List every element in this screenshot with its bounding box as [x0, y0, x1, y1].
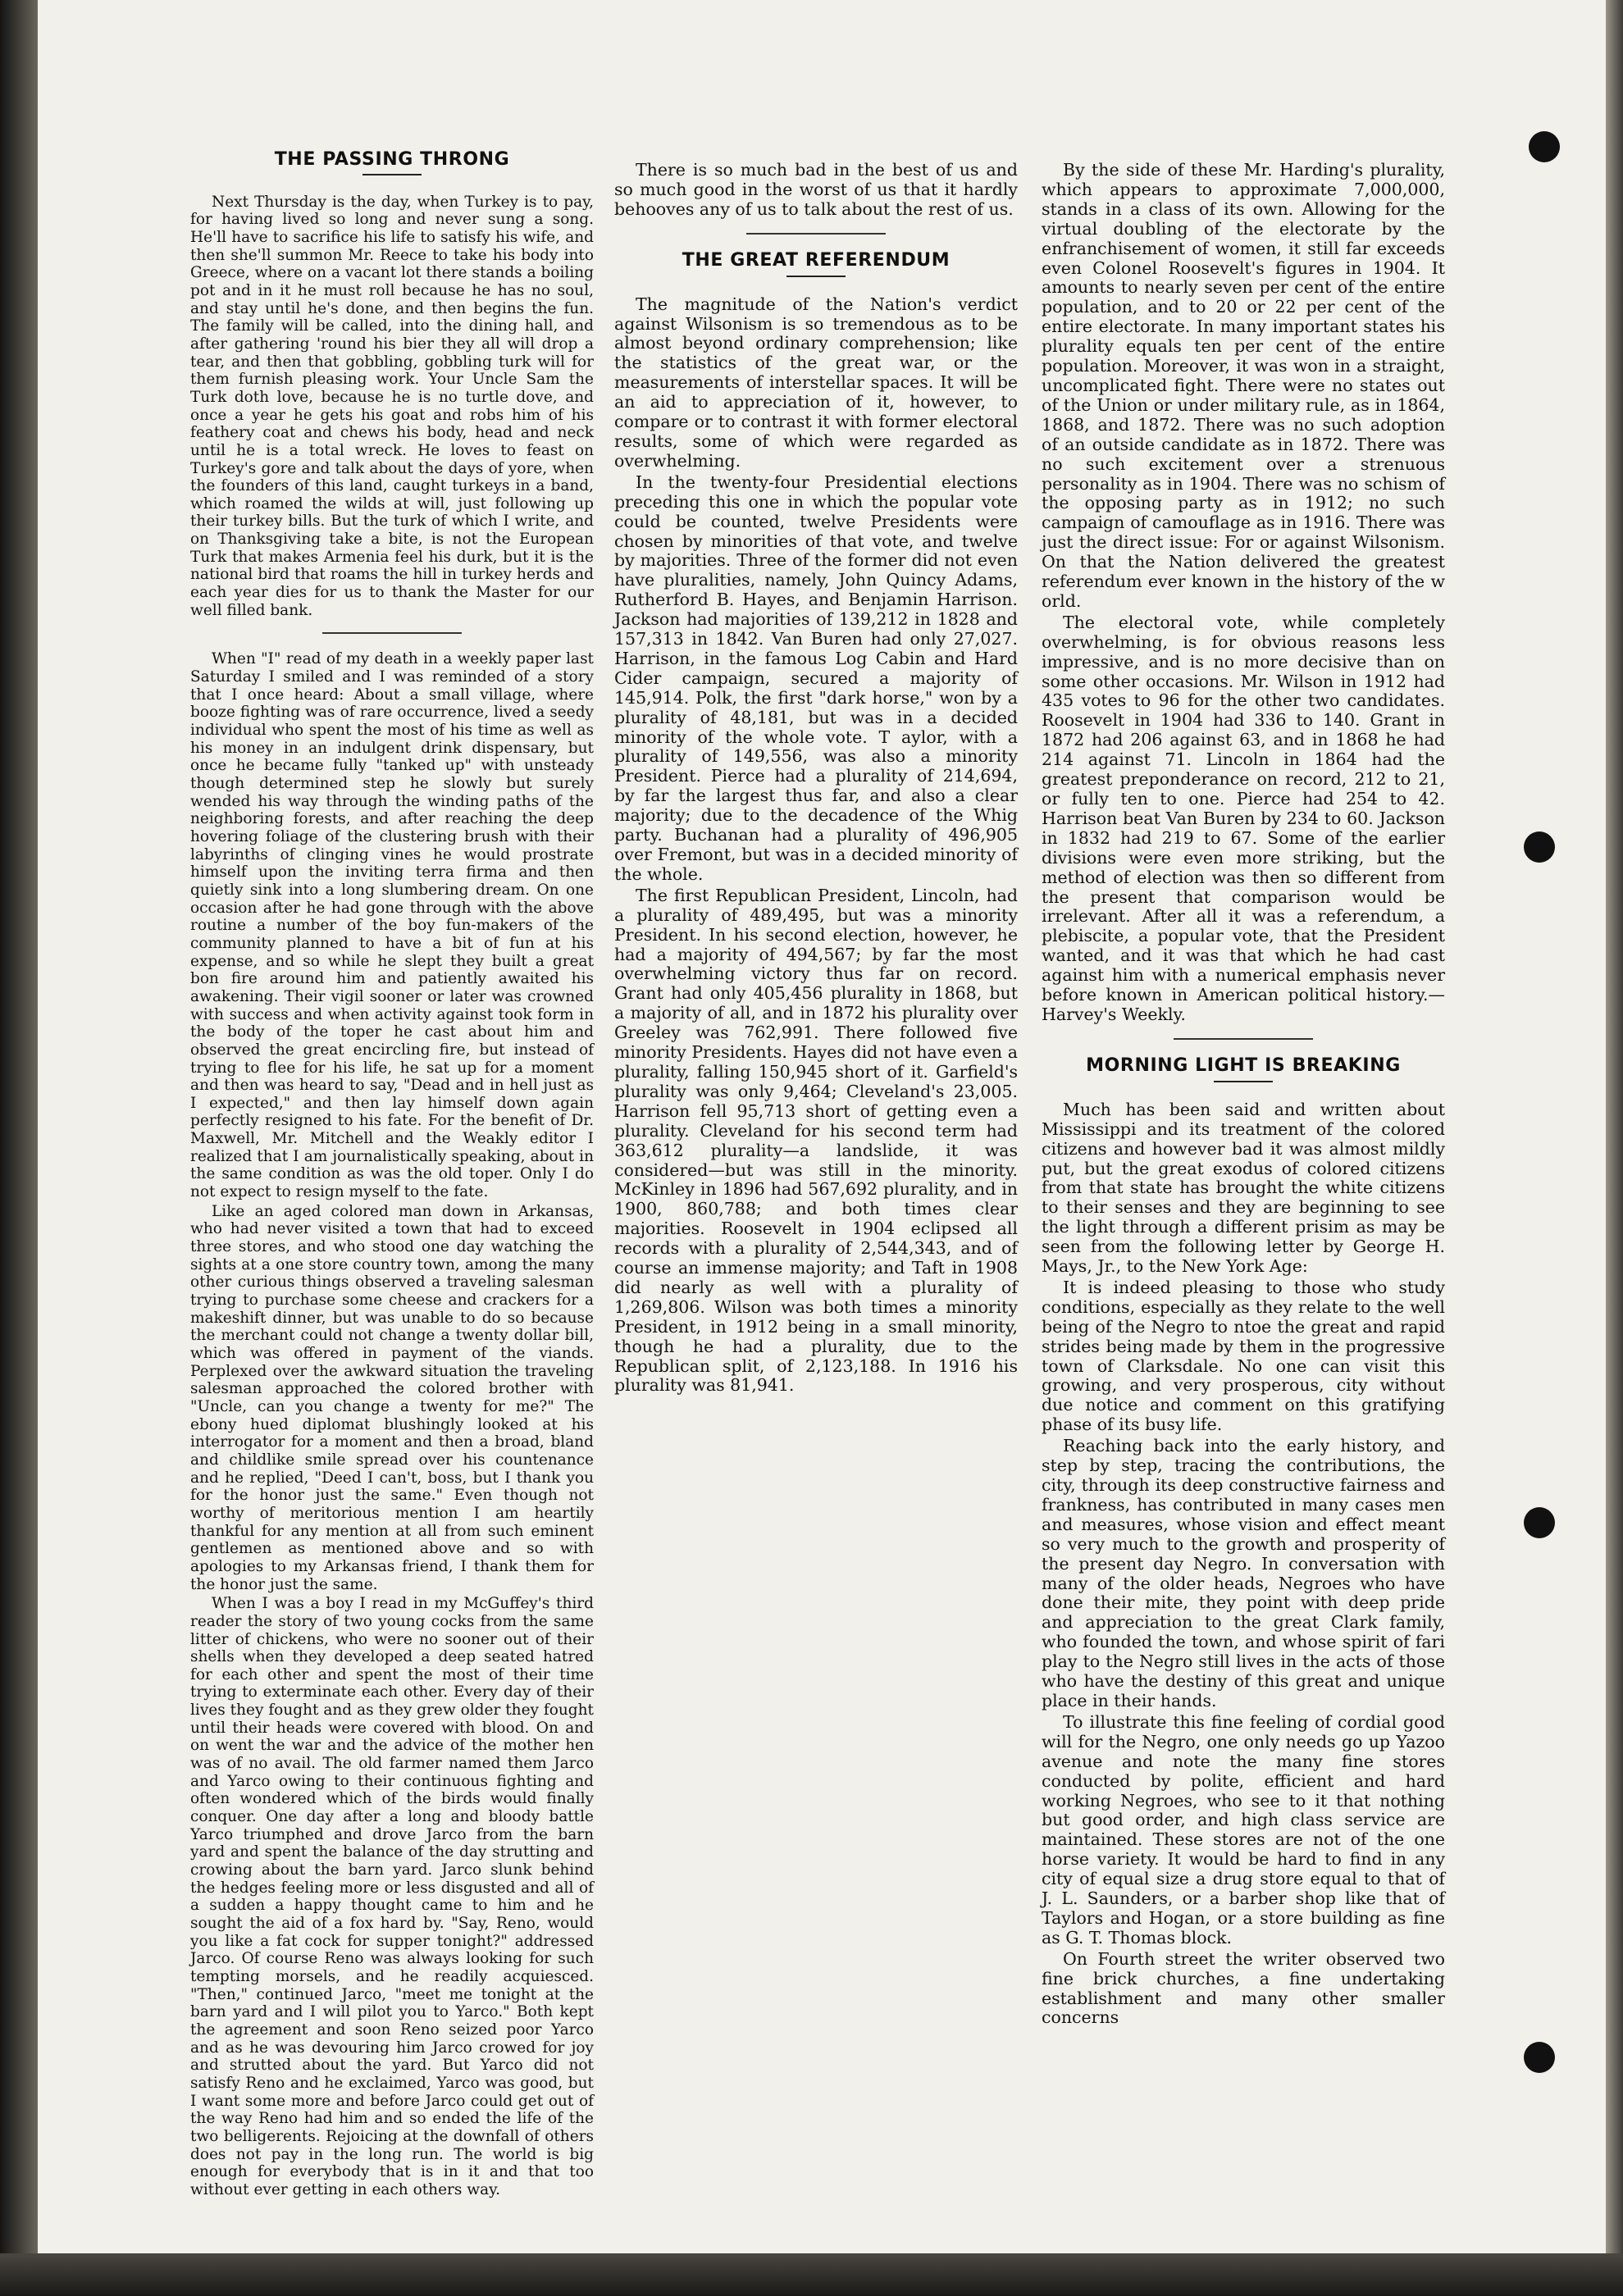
punch-hole-lower	[1524, 1507, 1555, 1538]
section-divider	[1174, 1038, 1313, 1040]
column-3	[1042, 161, 1445, 2028]
scan-edge-right	[1606, 0, 1623, 2296]
section-divider	[322, 632, 462, 634]
headline-morning-light: MORNING LIGHT IS BREAKING	[1086, 1055, 1401, 1076]
scan-edge-bottom	[0, 2253, 1623, 2296]
morning-light-paragraph: Much has been said and written about Mississippi and its treatment of the colored citizens and however bad it was almost mildly put, but the great exodus of colored citizens from that state has brought the white citizens to their senses and they are beginning to see the light through a different prisim as may be seen from the following letter by George H. Mays, Jr., to the New York Age:	[1042, 1099, 1445, 1277]
referendum-paragraph: By the side of these Mr. Harding's plurality, which appears to approximate 7,000,000, stands in a class of its own. Allowing for the virtual doubling of the electorate by the enfranchisement of women, it still far exceeds even Colonel Roosevelt's figures in 1904. It amounts to nearly seven per cent of the entire population, and to 20 or 22 per cent of the entire electorate. In many important states his plurality equals ten per cent of the entire population. Moreover, it was won in a straight, uncomplicated fight. There were no states out of the Union or under military rule, as in 1864, 1868, and 1872. There was no such adoption of an outside candidate as in 1872. There was no such excitement over a strenuous personality as in 1904. There was no schism of the opposing party as in 1912; no such campaign of camouflage as in 1916. There was just the direct issue: For or against Wilsonism. On that the Nation delivered the greatest referendum ever known in the history of the w orld.	[1042, 160, 1445, 611]
referendum-paragraph: In the twenty-four Presidential elections preceding this one in which the popular vote could be counted, twelve Presidents were chosen by minorities of that vote, and twelve by majorities. Three of the former did not even have pluralities, namely, John Quincy Adams, Rutherford B. Hayes, and Benjamin Harrison. Jackson had majorities of 139,212 in 1828 and 157,313 in 1842. Van Buren had only 27,027. Harrison, in the famous Log Cabin and Hard Cider campaign, secured a majority of 145,914. Polk, the first "dark horse," won by a plurality of 48,181, but was in a decided minority of the whole vote. T aylor, with a plurality of 149,556, was also a minority President. Pierce had a plurality of 214,694, by far the largest thus far, and also a clear majority; due to the decadence of the Whig party. Buchanan had a plurality of 496,905 over Fremont, but was in a decided minority of the whole.	[614, 472, 1018, 884]
referendum-paragraph: The first Republican President, Lincoln, had a plurality of 489,495, but was a minority President. In his second election, however, he had a majority of 494,567; by far the most overwhelming victory thus far on record. Grant had only 405,456 plurality in 1868, but a majority of all, and in 1872 his plurality over Greeley was 762,991. There followed five minority Presidents. Hayes did not have even a plurality, falling 150,945 short of it. Garfield's plurality was only 9,464; Cleveland's 23,005. Harrison fell 95,713 short of getting even a plurality. Cleveland for his second term had 363,612 plurality—a landslide, it was considered—but was still in the minority. McKinley in 1896 had 567,692 plurality, and in 1900, 860,788; and both times clear majorities. Roosevelt in 1904 eclipsed all records with a plurality of 2,544,343, and of course an immense majority; and Taft in 1908 did nearly as well with a plurality of 1,269,806. Wilson was both times a minority President, in 1912 being in a small minority, though he had a plurality, due to the Republican split, of 2,123,188. In 1916 his plurality was 81,941.	[614, 885, 1018, 1396]
morning-light-paragraph: To illustrate this fine feeling of cordial good will for the Negro, one only needs go up Yazoo avenue and note the many fine stores conducted by polite, efficient and hard working Negroes, who see to it that nothing but good order, and high class service are maintained. These stores are not of the one horse variety. It would be hard to find in any city of equal size a drug store equal to that of J. L. Saunders, or a barber shop like that of Taylors and Hogan, or a store building as fine as G. T. Thomas block.	[1042, 1711, 1445, 1947]
passing-throng-paragraph: When I was a boy I read in my McGuffey's third reader the story of two young cocks from the same litter of chickens, who were no sooner out of their shells when they developed a deep seated hatred for each other and spent the most of their time trying to exterminate each other. Every day of their lives they fought and as they grew older they fought until their heads were covered with blood. On and on went the war and the advice of the mother hen was of no avail. The old farmer named them Jarco and Yarco owing to their continuous fighting and often wondered which of the birds would finally conquer. One day after a long and bloody battle Yarco triumphed and drove Jarco from the barn yard and spent the balance of the day strutting and crowing about the barn yard. Jarco slunk behind the hedges feeling more or less disgusted and all of a sudden a happy thought came to him and he sought the aid of a fox hard by. "Say, Reno, would you like a fat cock for supper tonight?" addressed Jarco. Of course Reno was always looking for such tempting morsels, and he readily acquiesced. "Then," continued Jarco, "meet me tonight at the barn yard and I will pilot you to Yarco." Both kept the agreement and soon Reno seized poor Yarco and as he was devouring him Jarco crowed for joy and strutted about the yard. But Yarco did not satisfy Reno and he exclaimed, Yarco was good, but I want some more and before Jarco could get out of the way Reno had him and so ended the life of the two belligerents. Rejoicing at the downfall of others does not pay in the long run. The world is big enough for everybody that is in it and that too without ever getting in each others way.	[190, 1595, 594, 2198]
morning-light-paragraph: On Fourth street the writer observed two fine brick churches, a fine undertaking establishment and many other smaller concerns	[1042, 1948, 1445, 2028]
referendum-paragraph: The magnitude of the Nation's verdict against Wilsonism is so tremendous as to be almost beyond ordinary comprehension; like the statistics of the great war, or the measurements of interstellar spaces. It will be an aid to appreciation of it, however, to compare or to contrast it with former electoral results, some of which were regarded as overwhelming.	[614, 294, 1018, 471]
column-1	[190, 139, 594, 2199]
passing-throng-paragraph: Like an aged colored man down in Arkansas, who had never visited a town that had to exceed three stores, and who stood one day watching the sights at a one store country town, among the many other curious things observed a traveling salesman trying to purchase some cheese and crackers for a makeshift dinner, but was unable to do so because the merchant could not change a twenty dollar bill, which was offered in payment of the viands. Perplexed over the awkward situation the traveling salesman approached the colored brother with "Uncle, can you change a twenty for me?" The ebony hued diplomat blushingly looked at his interrogator for a moment and then a broad, bland and childlike smile spread over his countenance and he replied, "Deed I can't, boss, but I thank you for the honor just the same." Even though not worthy of meritorious mention I am heartily thankful for any mention at all from such eminent gentlemen as mentioned above and so with apologies to my Arkansas friend, I thank them for the honor just the same.	[190, 1202, 594, 1593]
punch-hole-bottom	[1524, 2042, 1555, 2073]
passing-throng-paragraph: Next Thursday is the day, when Turkey is to pay, for having lived so long and never sung a song. He'll have to sacrifice his life to satisfy his wife, and then she'll summon Mr. Reece to take his body into Greece, where on a vacant lot there stands a boiling pot and in it he must roll because he has no soul, and stay until he's done, and then begins the fun. The family will be called, into the dining hall, and after gathering 'round his bier they all will drop a tear, and then that gobbling, gobbling turk will for them furnish pleasing work. Your Uncle Sam the Turk doth love, because he is no turtle dove, and once a year he gets his goat and robs him of his feathery coat and chews his body, head and neck until he is a total wreck. He loves to feast on Turkey's gore and talk about the days of yore, when the founders of this land, caught turkeys in a band, which roamed the wilds at will, just following up their turkey bills. But the turk of which I write, and on Thanksgiving take a bite, is not the European Turk that makes Armenia feel his durk, but it is the national bird that roams the hill in turkey herds and each year dies for us to thank the Master for our well filled bank.	[190, 193, 594, 619]
headline-rule	[362, 174, 422, 175]
referendum-paragraph: The electoral vote, while completely overwhelming, is for obvious reasons less impressive, and is no more decisive than on some other occasions. Mr. Wilson in 1912 had 435 votes to 96 for the other two candidates. Roosevelt in 1904 had 336 to 140. Grant in 1872 had 206 against 63, and in 1868 he had 214 against 71. Lincoln in 1864 had the greatest preponderance on record, 212 to 21, or fully ten to one. Pierce had 254 to 42. Harrison beat Van Buren by 234 to 60. Jackson in 1832 had 219 to 67. Some of the earlier divisions were even more striking, but the method of election was then so different from the present that comparison would be irrelevant. After all it was a referendum, a plebiscite, a popular vote, that the President wanted, and it was that which he had cast against him with a numerical emphasis never before known in American political history.—Harvey's Weekly.	[1042, 612, 1445, 1024]
section-divider	[746, 233, 886, 235]
column-2	[614, 161, 1018, 1396]
passing-throng-paragraph: When "I" read of my death in a weekly paper last Saturday I smiled and I was reminded of a story that I once heard: About a small village, where booze fighting was of rare occurrence, lived a seedy individual who spent the most of his time as well as his money in an indulgent drink dispensary, but once he became fully "tanked up" with unsteady though determined step he slowly but surely wended his way through the winding paths of the neighboring forests, and after reaching the deep hovering foliage of the clustering brush with their labyrinths of clinging vines he would prostrate himself upon the inviting terra firma and then quietly sink into a long slumbering dream. On one occasion after he had gone through with the above routine a number of the boy fun-makers of the community planned to have a bit of fun at his expense, and so while he slept they built a great bon fire around him and patiently awaited his awakening. Their vigil sooner or later was crowned with success and when activity against took form in the body of the toper he cast about him and observed the great encircling fire, but instead of trying to flee for his life, he sat up for a moment and then was heard to say, "Dead and in hell just as I expected," and then lay himself down again perfectly resigned to his fate. For the benefit of Dr. Maxwell, Mr. Mitchell and the Weakly editor I realized that I am journalistically speaking, about in the same condition as was the old toper. Only I do not expect to resign myself to the fate.	[190, 650, 594, 1201]
scan-edge-left	[0, 0, 38, 2296]
headline-rule	[786, 276, 846, 277]
morning-light-paragraph: Reaching back into the early history, and step by step, tracing the contributions, the city, through its deep constructive fairness and frankness, has contributed in many cases men and measures, whose vision and effect meant so very much to the growth and prosperity of the present day Negro. In conversation with many of the older heads, Negroes who have done their mite, they point with deep pride and appreciation to the great Clark family, who founded the town, and whose spirit of fari play to the Negro still lives in the acts of those who have the destiny of this great and unique place in their hands.	[1042, 1436, 1445, 1711]
headline-rule	[1214, 1081, 1273, 1082]
headline-passing-throng: THE PASSING THRONG	[274, 149, 510, 170]
punch-hole-top	[1529, 131, 1560, 162]
passing-throng-paragraph: There is so much bad in the best of us and so much good in the worst of us that it hardly behooves any of us to talk about the rest of us.	[614, 160, 1018, 219]
headline-great-referendum: THE GREAT REFERENDUM	[682, 249, 951, 271]
morning-light-paragraph: It is indeed pleasing to those who study conditions, especially as they relate to the well being of the Negro to ntoe the great and rapid strides being made by them in the progressive town of Clarksdale. No one can visit this growing, and very prosperous, city without due notice and comment on this gratifying phase of its busy life.	[1042, 1277, 1445, 1435]
punch-hole-middle	[1524, 831, 1555, 863]
